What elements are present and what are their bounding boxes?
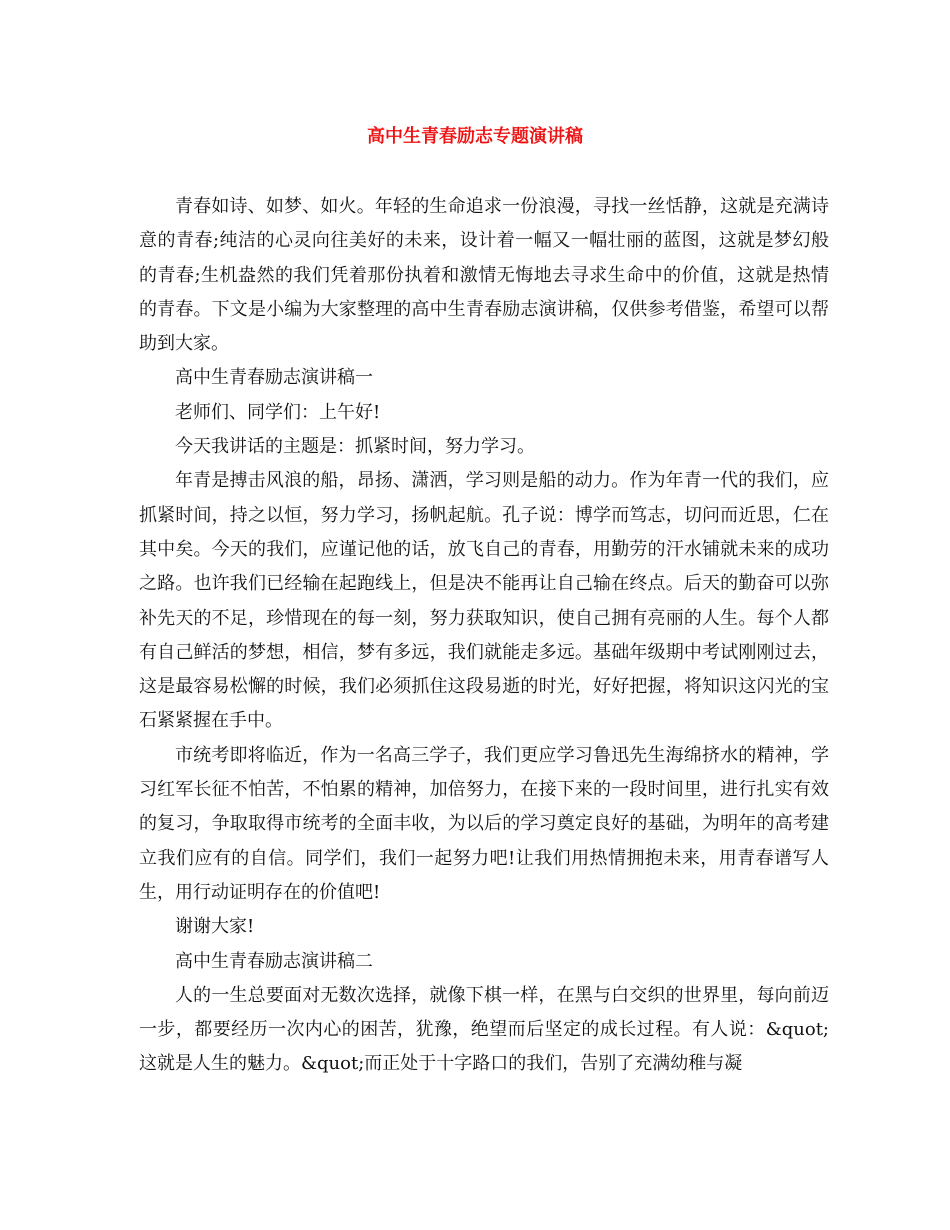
section-heading-speech-one: 高中生青春励志演讲稿一 [175,367,373,389]
paragraph-topic: 今天我讲话的主题是：抓紧时间，努力学习。 [175,436,535,458]
document-body [139,190,829,1082]
paragraph-greeting: 老师们、同学们：上午好! [175,401,381,423]
paragraph-body: 年青是搏击风浪的船，昂扬、潇洒，学习则是船的动力。作为年青一代的我们，应抓紧时间，持之以恒，努力学习，扬帆起航。孔子说：博学而笃志，切问而近思，仁在其中矣。今天的我们，应谨记他的话，放飞自己的青春，用勤劳的汗水铺就未来的成功之路。也许我们已经输在起跑线上，但是决不能再让自己输在终点。后天的勤奋可以弥补先天的不足，珍惜现在的每一刻，努力获取知识，使自己拥有亮丽的人生。每个人都有自己鲜活的梦想，相信，梦有多远，我们就能走多远。基础年级期中考试刚刚过去，这是最容易松懈的时候，我们必须抓住这段易逝的时光，好好把握，将知识这闪光的宝石紧紧握在手中。 [139,470,829,732]
paragraph-thanks: 谢谢大家! [175,916,255,938]
paragraph-body: 人的一生总要面对无数次选择，就像下棋一样，在黑与白交织的世界里，每向前迈一步，都要经历一次内心的困苦，犹豫，绝望而后坚定的成长过程。有人说：&quot;这就是人生的魅力。&quot;而正处于十字路口的我们，告别了充满幼稚与凝 [139,984,829,1075]
paragraph-intro: 青春如诗、如梦、如火。年轻的生命追求一份浪漫，寻找一丝恬静，这就是充满诗意的青春;纯洁的心灵向往美好的未来，设计着一幅又一幅壮丽的蓝图，这就是梦幻般的青春;生机盎然的我们凭着那份执着和激情无悔地去寻求生命中的价值，这就是热情的青春。下文是小编为大家整理的高中生青春励志演讲稿，仅供参考借鉴，希望可以帮助到大家。 [139,196,829,355]
section-heading-speech-two: 高中生青春励志演讲稿二 [175,950,373,972]
paragraph-body: 市统考即将临近，作为一名高三学子，我们更应学习鲁迅先生海绵挤水的精神，学习红军长征不怕苦，不怕累的精神，加倍努力，在接下来的一段时间里，进行扎实有效的复习，争取取得市统考的全面丰收，为以后的学习奠定良好的基础，为明年的高考建立我们应有的自信。同学们，我们一起努力吧!让我们用热情拥抱未来，用青春谱写人生，用行动证明存在的价值吧! [139,744,829,903]
document-title: 高中生青春励志专题演讲稿 [367,126,583,147]
